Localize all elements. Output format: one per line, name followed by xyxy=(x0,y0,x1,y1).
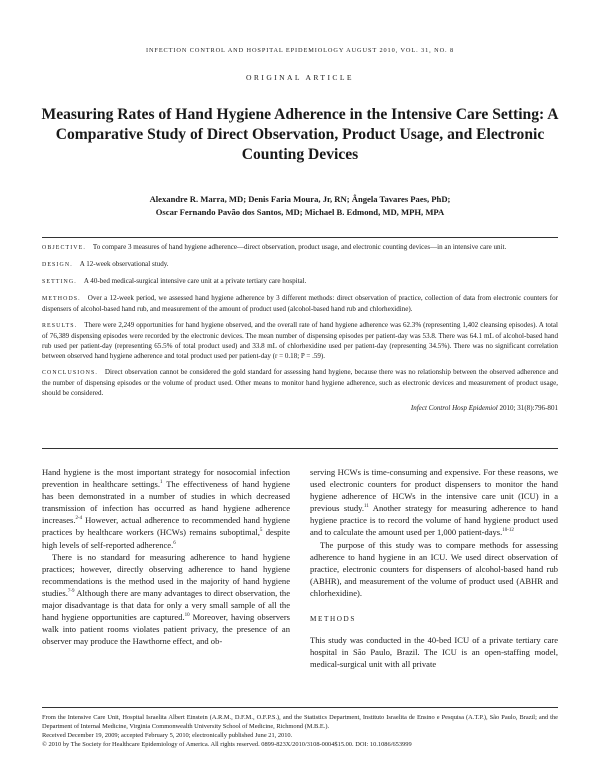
footnote-copyright: © 2010 by The Society for Healthcare Epidemiology of America. All rights reserved. 0899-823X/2010/3108-0004$15.00. DOI: 10.1086/653999 xyxy=(42,741,412,748)
abstract-setting xyxy=(42,276,558,287)
body-text: Moreover, having observers walk into patient rooms violates patient privacy, the presence of an observer may produce the Hawthorne effect, and ob- xyxy=(42,612,290,647)
citation xyxy=(42,403,558,413)
citation-ref: 2010; 31(8):796-801 xyxy=(497,403,558,412)
footnotes xyxy=(42,713,558,749)
abstract-methods xyxy=(42,293,558,314)
reference-marker: 10-12 xyxy=(502,528,514,534)
body-paragraph: This study was conducted in the 40-bed ICU of a private tertiary care hospital in São Paulo, Brazil. The ICU is an open-staffing model, medical-surgical unit with all private xyxy=(310,635,558,670)
body-text: despite high levels of self-reported adherence. xyxy=(42,527,290,550)
abstract-design xyxy=(42,259,558,270)
abstract-heading: OBJECTIVE. xyxy=(42,245,86,251)
author-list xyxy=(60,193,540,219)
abstract-heading: SETTING. xyxy=(42,278,77,285)
body-text: Although there are many advantages to direct observation, the major disadvantage is that data for only a very small sample of all the hand hygiene opportunities are captured. xyxy=(42,587,290,623)
running-head: INFECTION CONTROL AND HOSPITAL EPIDEMIOLOGY AUGUST 2010, VOL. 31, NO. 8 xyxy=(145,47,455,54)
reference-marker: 6 xyxy=(173,540,176,546)
abstract-conclusions xyxy=(42,367,558,398)
abstract-text: To compare 3 measures of hand hygiene adherence—direct observation, product usage, and electronic counting devices—in an intensive care unit. xyxy=(92,243,507,251)
reference-marker: 2-4 xyxy=(75,516,83,522)
reference-marker: 7-9 xyxy=(67,588,75,594)
abstract-text: Over a 12-week period, we assessed hand hygiene adherence by 3 different methods: direct observation of practice, collection of data from electronic counters for dispensers of alcohol-based hand rub, and measurement of the amount of product used (alcohol-based hand rub and chlorhexidine). xyxy=(42,293,558,313)
body-paragraph xyxy=(42,466,290,551)
author-line-1: Alexandre R. Marra, MD; Denis Faria Moura, Jr, RN; Ângela Tavares Paes, PhD; xyxy=(149,194,451,204)
abstract-heading: METHODS. xyxy=(42,295,81,302)
reference-marker: 11 xyxy=(363,504,369,510)
abstract-text: Direct observation cannot be considered the gold standard for assessing hand hygiene, because there was no relationship between the observed adherence and the number of dispensing episodes or the volume of product used. Other means to monitor hand hygiene adherence, such as electronic devices and measurement of product usage, should be considered. xyxy=(42,367,558,398)
abstract-heading: CONCLUSIONS. xyxy=(42,369,98,376)
article-title: Measuring Rates of Hand Hygiene Adherence in the Intensive Care Setting: A Comparative Study of Direct Observation, Product Usage, and Electronic Counting Devices xyxy=(41,106,559,163)
abstract-text: There were 2,249 opportunities for hand hygiene observed, and the overall rate of hand hygiene adherence was 62.3% (representing 1,402 cleansing episodes). A total of 76,389 dispensing episodes were recorded by the electronic devices. The mean number of dispensing episodes per patient-day was 53.8. There was 64.1 mL of alcohol-based hand rub used per patient-day (representing 65.5% of total product used) and 33.8 mL of chlorhexidine used per patient-day (representing 34.5%). There was no significant correlation between observed hand hygiene adherence and total product used per patient-day (r = 0.18; P = .59). xyxy=(42,320,558,360)
abstract-bottom-rule xyxy=(42,448,558,449)
body-text: Hand hygiene is the most important strategy for nosocomial infection prevention in healthcare settings. xyxy=(42,467,290,490)
body-text: Another strategy for measuring adherence to hand hygiene practice is to record the volume of hand hygiene product used and to calculate the amount used per 1,000 patient-days. xyxy=(310,503,558,538)
reference-marker: 5 xyxy=(259,528,263,534)
body-text: However, actual adherence to recommended hand hygiene practices by healthcare workers (HCWs) remains suboptimal, xyxy=(42,515,290,538)
reference-marker: 1 xyxy=(160,480,163,486)
body-paragraph xyxy=(42,551,290,648)
abstract-text: A 12-week observational study. xyxy=(79,259,169,268)
body-column-left xyxy=(42,466,290,647)
abstract-top-rule xyxy=(42,237,558,238)
footnote-rule xyxy=(42,707,558,708)
abstract-text: A 40-bed medical-surgical intensive care unit at a private tertiary care hospital. xyxy=(83,276,307,285)
body-text: serving HCWs is time-consuming and expensive. For these reasons, we used electronic counters for product dispensers to monitor the hand hygiene adherence of HCWs in the intensive care unit (ICU) in a previous study. xyxy=(310,467,558,514)
reference-marker: 10 xyxy=(184,613,190,619)
body-paragraph: The purpose of this study was to compare methods for assessing adherence to hand hygiene in an ICU. We used direct observation of practice, electronic counters for dispensers of alcohol-based hand rub (ABHR), and measurement of the volume of product used (ABHR and chlorhexidine). xyxy=(310,539,558,598)
footnote-affiliation: From the Intensive Care Unit, Hospital Israelita Albert Einstein (A.R.M., D.F.M., O.F.P.S.), and the Statistics Department, Instituto Israelita de Ensino e Pesquisa (A.T.P.), São Paulo, Brazil; and the Department of Internal Medicine, Virginia Commonwealth University School of Medicine, Richmond (M.B.E.). xyxy=(42,714,558,730)
section-heading-methods: METHODS xyxy=(310,615,356,624)
body-text: The effectiveness of hand hygiene has been demonstrated in a number of studies in which decreased transmission of infection has occurred as hand hygiene adherence increases. xyxy=(42,479,290,526)
abstract-heading: RESULTS. xyxy=(42,322,78,329)
author-line-2: Oscar Fernando Pavão dos Santos, MD; Michael B. Edmond, MD, MPH, MPA xyxy=(155,207,445,217)
body-paragraph xyxy=(310,466,558,539)
abstract-objective xyxy=(42,242,558,253)
citation-journal: Infect Control Hosp Epidemiol xyxy=(410,403,498,412)
section-label: ORIGINAL ARTICLE xyxy=(246,73,354,82)
footnote-dates: Received December 19, 2009; accepted February 5, 2010; electronically published June 21, 2010. xyxy=(42,732,293,739)
body-text: There is no standard for measuring adherence to hand hygiene practices; however, directly observing adherence to hand hygiene recommendations is the method used in the majority of hand hygiene studies. xyxy=(42,551,290,598)
abstract-results xyxy=(42,320,558,361)
abstract xyxy=(42,242,558,413)
abstract-heading: DESIGN. xyxy=(42,261,73,268)
body-column-right xyxy=(310,466,558,670)
